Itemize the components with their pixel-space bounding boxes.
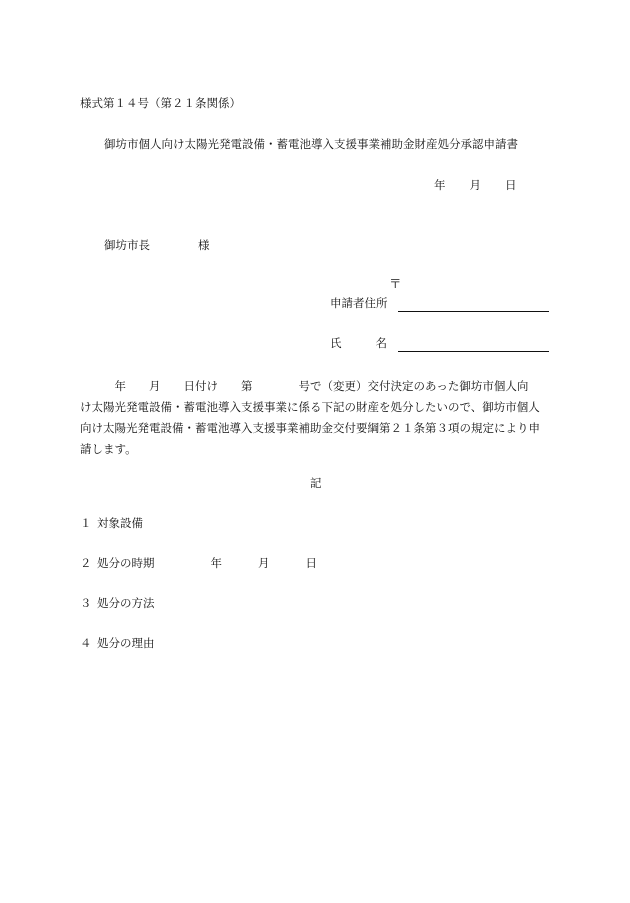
item-label: 処分の理由 bbox=[97, 636, 155, 650]
body-line: 年 月 日付け 第 号で（変更）交付決定のあった御坊市個人向 bbox=[80, 379, 529, 393]
body-line: け太陽光発電設備・蓄電池導入支援事業に係る下記の財産を処分したいので、御坊市個人 bbox=[80, 400, 540, 414]
item-number: ４ bbox=[80, 636, 92, 650]
body-line: 向け太陽光発電設備・蓄電池導入支援事業補助金交付要綱第２１条第３項の規定により申 bbox=[80, 421, 540, 435]
document-title: 御坊市個人向け太陽光発電設備・蓄電池導入支援事業補助金財産処分承認申請書 bbox=[104, 137, 518, 151]
list-item-disposal-method bbox=[80, 598, 155, 610]
name-label-first: 氏 bbox=[330, 336, 342, 350]
applicant-address-field[interactable] bbox=[398, 299, 549, 312]
postal-mark: 〒 bbox=[389, 276, 402, 291]
list-item-target-equipment bbox=[80, 518, 143, 530]
item-label: 対象設備 bbox=[97, 516, 143, 530]
timing-day-label: 日 bbox=[305, 556, 317, 570]
applicant-address-label: 申請者住所 bbox=[330, 296, 388, 310]
name-label-second: 名 bbox=[375, 336, 387, 350]
item-number: ２ bbox=[80, 556, 92, 570]
addressee-honorific: 様 bbox=[198, 238, 210, 252]
addressee bbox=[104, 240, 210, 252]
item-label: 処分の方法 bbox=[97, 596, 155, 610]
item-number: ３ bbox=[80, 596, 92, 610]
timing-month-label: 月 bbox=[258, 556, 270, 570]
applicant-name-row bbox=[330, 338, 549, 350]
form-number: 様式第１４号（第２１条関係） bbox=[80, 96, 241, 110]
date-year-label: 年 bbox=[434, 178, 446, 192]
body-paragraph bbox=[80, 376, 554, 460]
item-number: １ bbox=[80, 516, 92, 530]
item-label: 処分の時期 bbox=[97, 556, 155, 570]
date-month-label: 月 bbox=[469, 178, 481, 192]
applicant-address-row bbox=[330, 298, 549, 310]
list-item-disposal-timing bbox=[80, 558, 317, 570]
applicant-name-field[interactable] bbox=[398, 339, 549, 352]
date-day-label: 日 bbox=[505, 178, 517, 192]
timing-year-label: 年 bbox=[210, 556, 222, 570]
addressee-name: 御坊市長 bbox=[104, 238, 150, 252]
list-item-disposal-reason bbox=[80, 638, 155, 650]
body-line: 請します。 bbox=[80, 442, 137, 456]
applicant-name-label bbox=[330, 338, 398, 350]
ki-heading: 記 bbox=[310, 476, 322, 490]
date-line bbox=[434, 180, 517, 192]
